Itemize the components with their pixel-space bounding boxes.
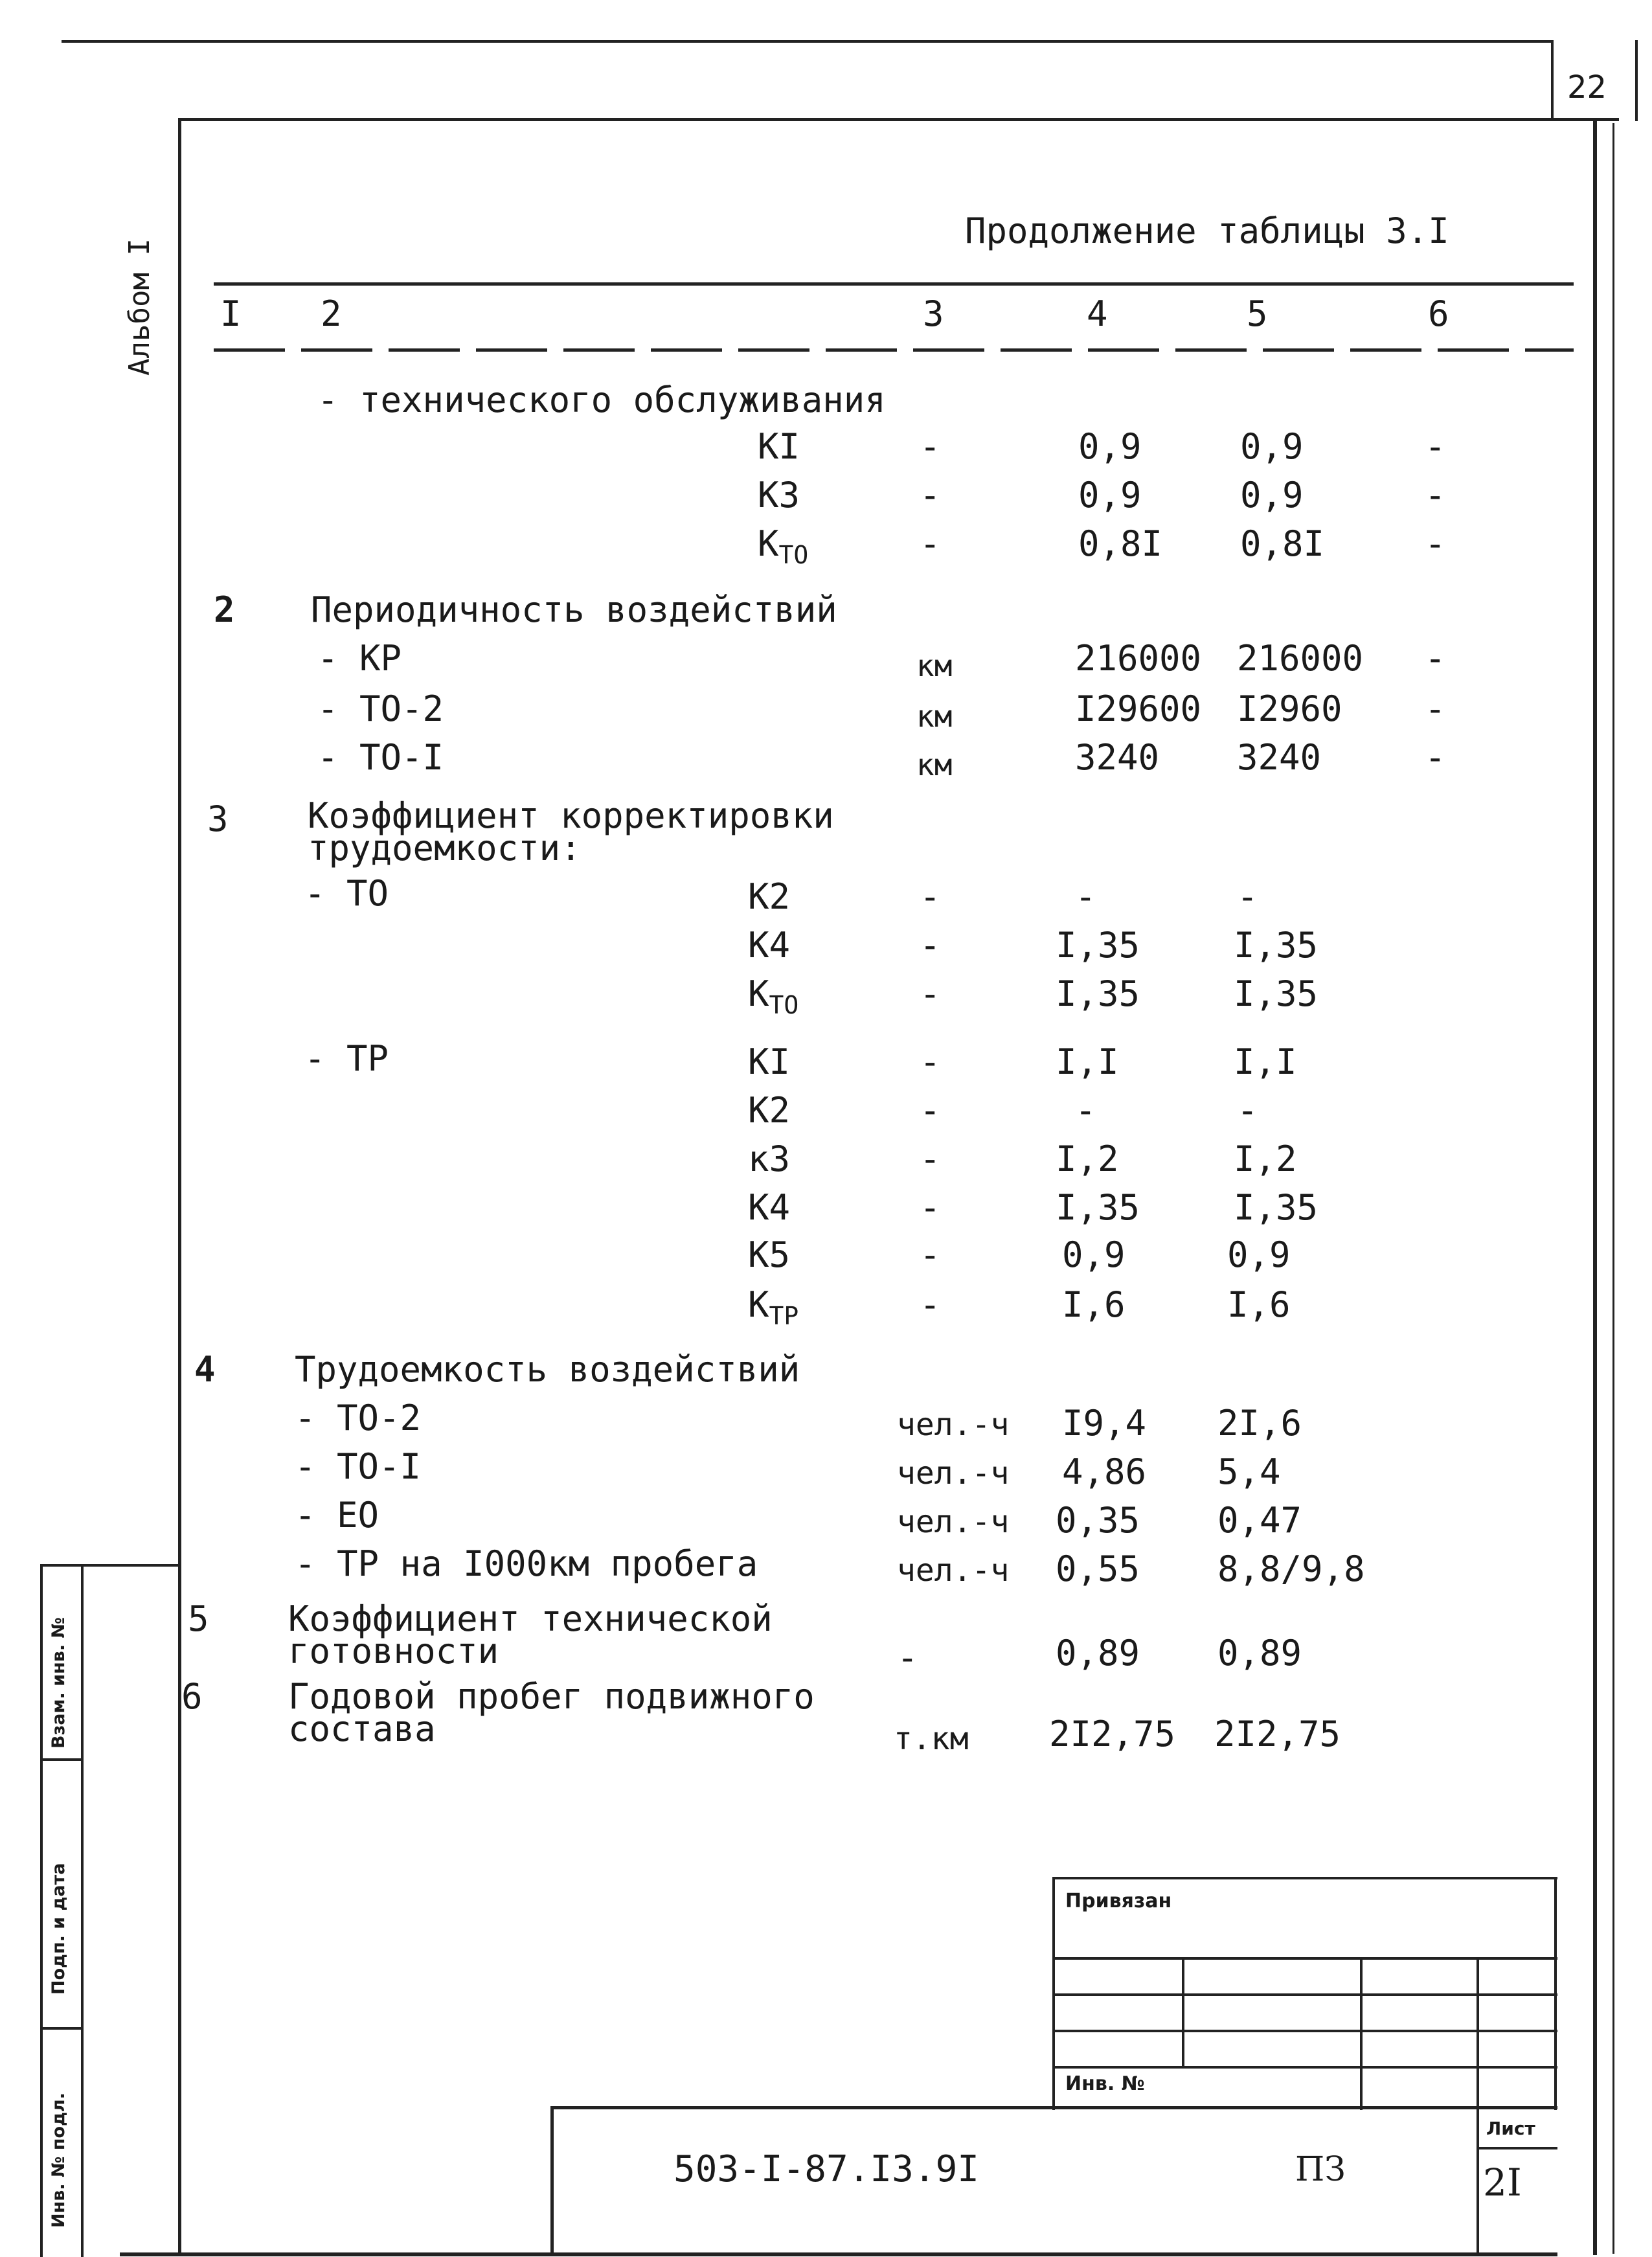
r1-kto-v6: - [1425,523,1446,564]
side-stamp-div-1 [40,1758,84,1761]
r3-to-k2-unit: - [920,876,941,917]
r3-tr-k1-unit: - [920,1041,941,1082]
r4-eo-v4: 0,35 [1056,1500,1140,1541]
side-stamp-outer-left [40,1564,43,2257]
col-header-5: 5 [1247,293,1268,334]
header-bottom-line [214,348,1574,352]
r3-tr-ktr-v5: I,6 [1227,1284,1291,1325]
r2-to2-v4: I29600 [1075,688,1202,729]
stamp-vline-1 [1182,1957,1184,2066]
r3-tr-ktr-key-main: K [748,1284,769,1325]
r6-unit: т.км [894,1721,969,1757]
r3-tr-k3-v5: I,2 [1234,1139,1297,1179]
r3-to-kto-key-sub: TO [769,991,799,1019]
r4-tr-unit: чел.-ч [897,1552,1010,1589]
main-stamp-left [550,2106,554,2256]
row2-number: 2 [214,589,235,630]
r3-to-label: - ТО [304,873,389,914]
sheet-box-left [1477,2106,1479,2256]
r4-to2-unit: чел.-ч [897,1407,1010,1443]
main-stamp-top [550,2106,1557,2109]
r2-to1-v4: 3240 [1075,737,1160,778]
r1-k1-unit: - [920,426,941,467]
page-number: 22 [1567,69,1607,106]
row3-label-line1: Коэффициент корректировки [308,795,834,836]
r3-to-kto-key-main: K [748,973,769,1014]
r2-kr-v5: 216000 [1237,638,1364,679]
frame-right [1593,118,1597,2255]
col-header-2: 2 [321,293,342,334]
r1-kto-key [758,525,808,574]
col-header-3: 3 [923,293,944,334]
col-header-1: I [220,293,242,334]
r3-tr-ktr-key [748,1286,798,1335]
r2-kr-v6: - [1425,638,1446,679]
row1-label: - технического обслуживания [317,380,886,420]
row6-label-line1: Годовой пробег подвижного [288,1676,815,1717]
r3-tr-k4-unit: - [920,1187,941,1228]
r3-tr-k3-v4: I,2 [1056,1139,1119,1179]
r1-k1-key: KI [758,426,800,467]
r2-to2-unit: км [916,699,953,734]
r1-k1-v5: 0,9 [1240,426,1304,467]
stamp-hline-1 [1052,1957,1557,1960]
col-header-6: 6 [1428,293,1449,334]
r1-kto-unit: - [920,523,941,564]
page-number-box-left [1551,40,1554,121]
r3-to-k2-key: K2 [748,876,791,917]
top-border-line [62,40,1551,43]
doc-section: ПЗ [1295,2150,1346,2189]
side-stamp-top [40,1564,179,1567]
r2-to1-v6: - [1425,737,1446,778]
side-stamp-inner-left [81,1564,84,2257]
r3-tr-ktr-unit: - [920,1284,941,1325]
r2-to2-key: - ТО-2 [317,688,444,729]
r2-to1-key: - ТО-I [317,737,444,778]
r5-v4: 0,89 [1056,1633,1140,1673]
r3-tr-k5-v4: 0,9 [1062,1234,1126,1275]
r6-v4: 2I2,75 [1049,1714,1176,1754]
r1-k3-v6: - [1425,475,1446,516]
stamp-vline-2 [1360,1957,1363,2110]
r4-tr-v4: 0,55 [1056,1548,1140,1589]
r1-kto-key-main: K [758,523,779,564]
row6-number: 6 [181,1676,203,1717]
album-label: Альбом I [123,238,156,376]
r3-tr-k4-v4: I,35 [1056,1187,1140,1228]
sheet-label: Лист [1486,2118,1535,2139]
stamp-hline-3 [1052,2030,1557,2032]
side-inv-podl: Инв. № подл. [49,2093,69,2228]
r3-to-kto-v5: I,35 [1234,973,1318,1014]
r3-tr-k1-v4: I,I [1056,1041,1119,1082]
r1-k3-v5: 0,9 [1240,475,1304,516]
r3-to-kto-unit: - [920,973,941,1014]
header-top-line [214,282,1574,286]
r3-to-k4-unit: - [920,925,941,966]
r2-kr-unit: км [916,648,953,683]
r3-tr-k2-v4: - [1075,1090,1096,1131]
r4-to2-v5: 2I,6 [1217,1403,1302,1444]
r1-k3-v4: 0,9 [1078,475,1142,516]
stamp-top [1052,1877,1557,1879]
r3-to-k4-v5: I,35 [1234,925,1318,966]
r3-to-k2-v4: - [1075,876,1096,917]
table-caption: Продолжение таблицы 3.I [965,210,1449,251]
frame-right-outer [1612,123,1614,2254]
r3-tr-k4-key: K4 [748,1187,791,1228]
main-stamp-bottom [120,2252,1557,2256]
r4-to1-key: - ТО-I [295,1446,422,1487]
row4-label: Трудоемкость воздействий [295,1349,800,1390]
row5-label-line2: готовности [288,1631,499,1672]
r4-eo-unit: чел.-ч [897,1504,1010,1540]
r1-k3-key: K3 [758,475,800,516]
r2-kr-key: - КР [317,638,402,679]
page-number-box-right [1635,40,1638,121]
r4-tr-v5: 8,8/9,8 [1217,1548,1365,1589]
r4-to1-unit: чел.-ч [897,1455,1010,1491]
sheet-box-divider [1477,2147,1557,2149]
frame-top [178,118,1619,121]
r3-tr-k2-unit: - [920,1090,941,1131]
stamp-vline-3 [1477,1957,1479,2110]
frame-left [178,118,181,2255]
r1-k1-v6: - [1425,426,1446,467]
r4-to1-v4: 4,86 [1062,1451,1147,1492]
r3-tr-k3-unit: - [920,1139,941,1179]
side-vzam-inv: Взам. инв. № [49,1616,69,1749]
col-header-4: 4 [1087,293,1108,334]
r2-kr-v4: 216000 [1075,638,1202,679]
row2-label: Периодичность воздействий [311,589,837,630]
r2-to1-v5: 3240 [1237,737,1322,778]
r2-to1-unit: км [916,747,953,782]
r3-to-k4-v4: I,35 [1056,925,1140,966]
r3-tr-k3-key: к3 [748,1139,791,1179]
row3-label-line2: трудоемкости: [308,828,582,868]
r1-k1-v4: 0,9 [1078,426,1142,467]
r3-tr-k1-v5: I,I [1234,1041,1297,1082]
stamp-privyazan: Привязан [1065,1890,1172,1912]
r3-to-k4-key: K4 [748,925,791,966]
r2-to2-v6: - [1425,688,1446,729]
r4-eo-v5: 0,47 [1217,1500,1302,1541]
r3-tr-k4-v5: I,35 [1234,1187,1318,1228]
r3-to-k2-v5: - [1237,876,1258,917]
r1-kto-v5: 0,8I [1240,523,1325,564]
r1-k3-unit: - [920,475,941,516]
r3-tr-k5-unit: - [920,1234,941,1275]
r4-tr-key: - ТР на I000км пробега [295,1543,758,1584]
doc-code: 503-I-87.I3.9I [673,2148,980,2190]
r3-tr-k1-key: KI [748,1041,791,1082]
r3-to-kto-v4: I,35 [1056,973,1140,1014]
r3-tr-label: - ТР [304,1038,389,1079]
row5-label-line1: Коэффициент технической [288,1598,773,1639]
r3-tr-k2-key: K2 [748,1090,791,1131]
r3-to-kto-key [748,975,798,1025]
row4-number: 4 [194,1349,216,1390]
row3-number: 3 [207,799,229,839]
r4-to1-v5: 5,4 [1217,1451,1281,1492]
r3-tr-ktr-key-sub: TP [769,1302,799,1330]
r3-tr-k5-key: K5 [748,1234,791,1275]
r3-tr-ktr-v4: I,6 [1062,1284,1126,1325]
r3-tr-k2-v5: - [1237,1090,1258,1131]
sheet-number: 2I [1483,2161,1522,2205]
side-podp-data: Подп. и дата [49,1863,69,1995]
r1-kto-v4: 0,8I [1078,523,1163,564]
r5-v5: 0,89 [1217,1633,1302,1673]
r4-to2-key: - ТО-2 [295,1398,422,1438]
r6-v5: 2I2,75 [1214,1714,1341,1754]
r4-to2-v4: I9,4 [1062,1403,1147,1444]
stamp-inv-no: Инв. № [1065,2072,1145,2095]
r5-unit: - [897,1637,918,1678]
r3-tr-k5-v5: 0,9 [1227,1234,1291,1275]
r2-to2-v5: I2960 [1237,688,1342,729]
r4-eo-key: - ЕО [295,1495,379,1536]
row5-number: 5 [188,1598,209,1639]
stamp-hline-2 [1052,1993,1557,1996]
side-stamp-div-2 [40,2027,84,2030]
stamp-hline-4 [1052,2066,1557,2069]
r1-kto-key-sub: TO [778,541,809,569]
row6-label-line2: состава [288,1708,436,1749]
